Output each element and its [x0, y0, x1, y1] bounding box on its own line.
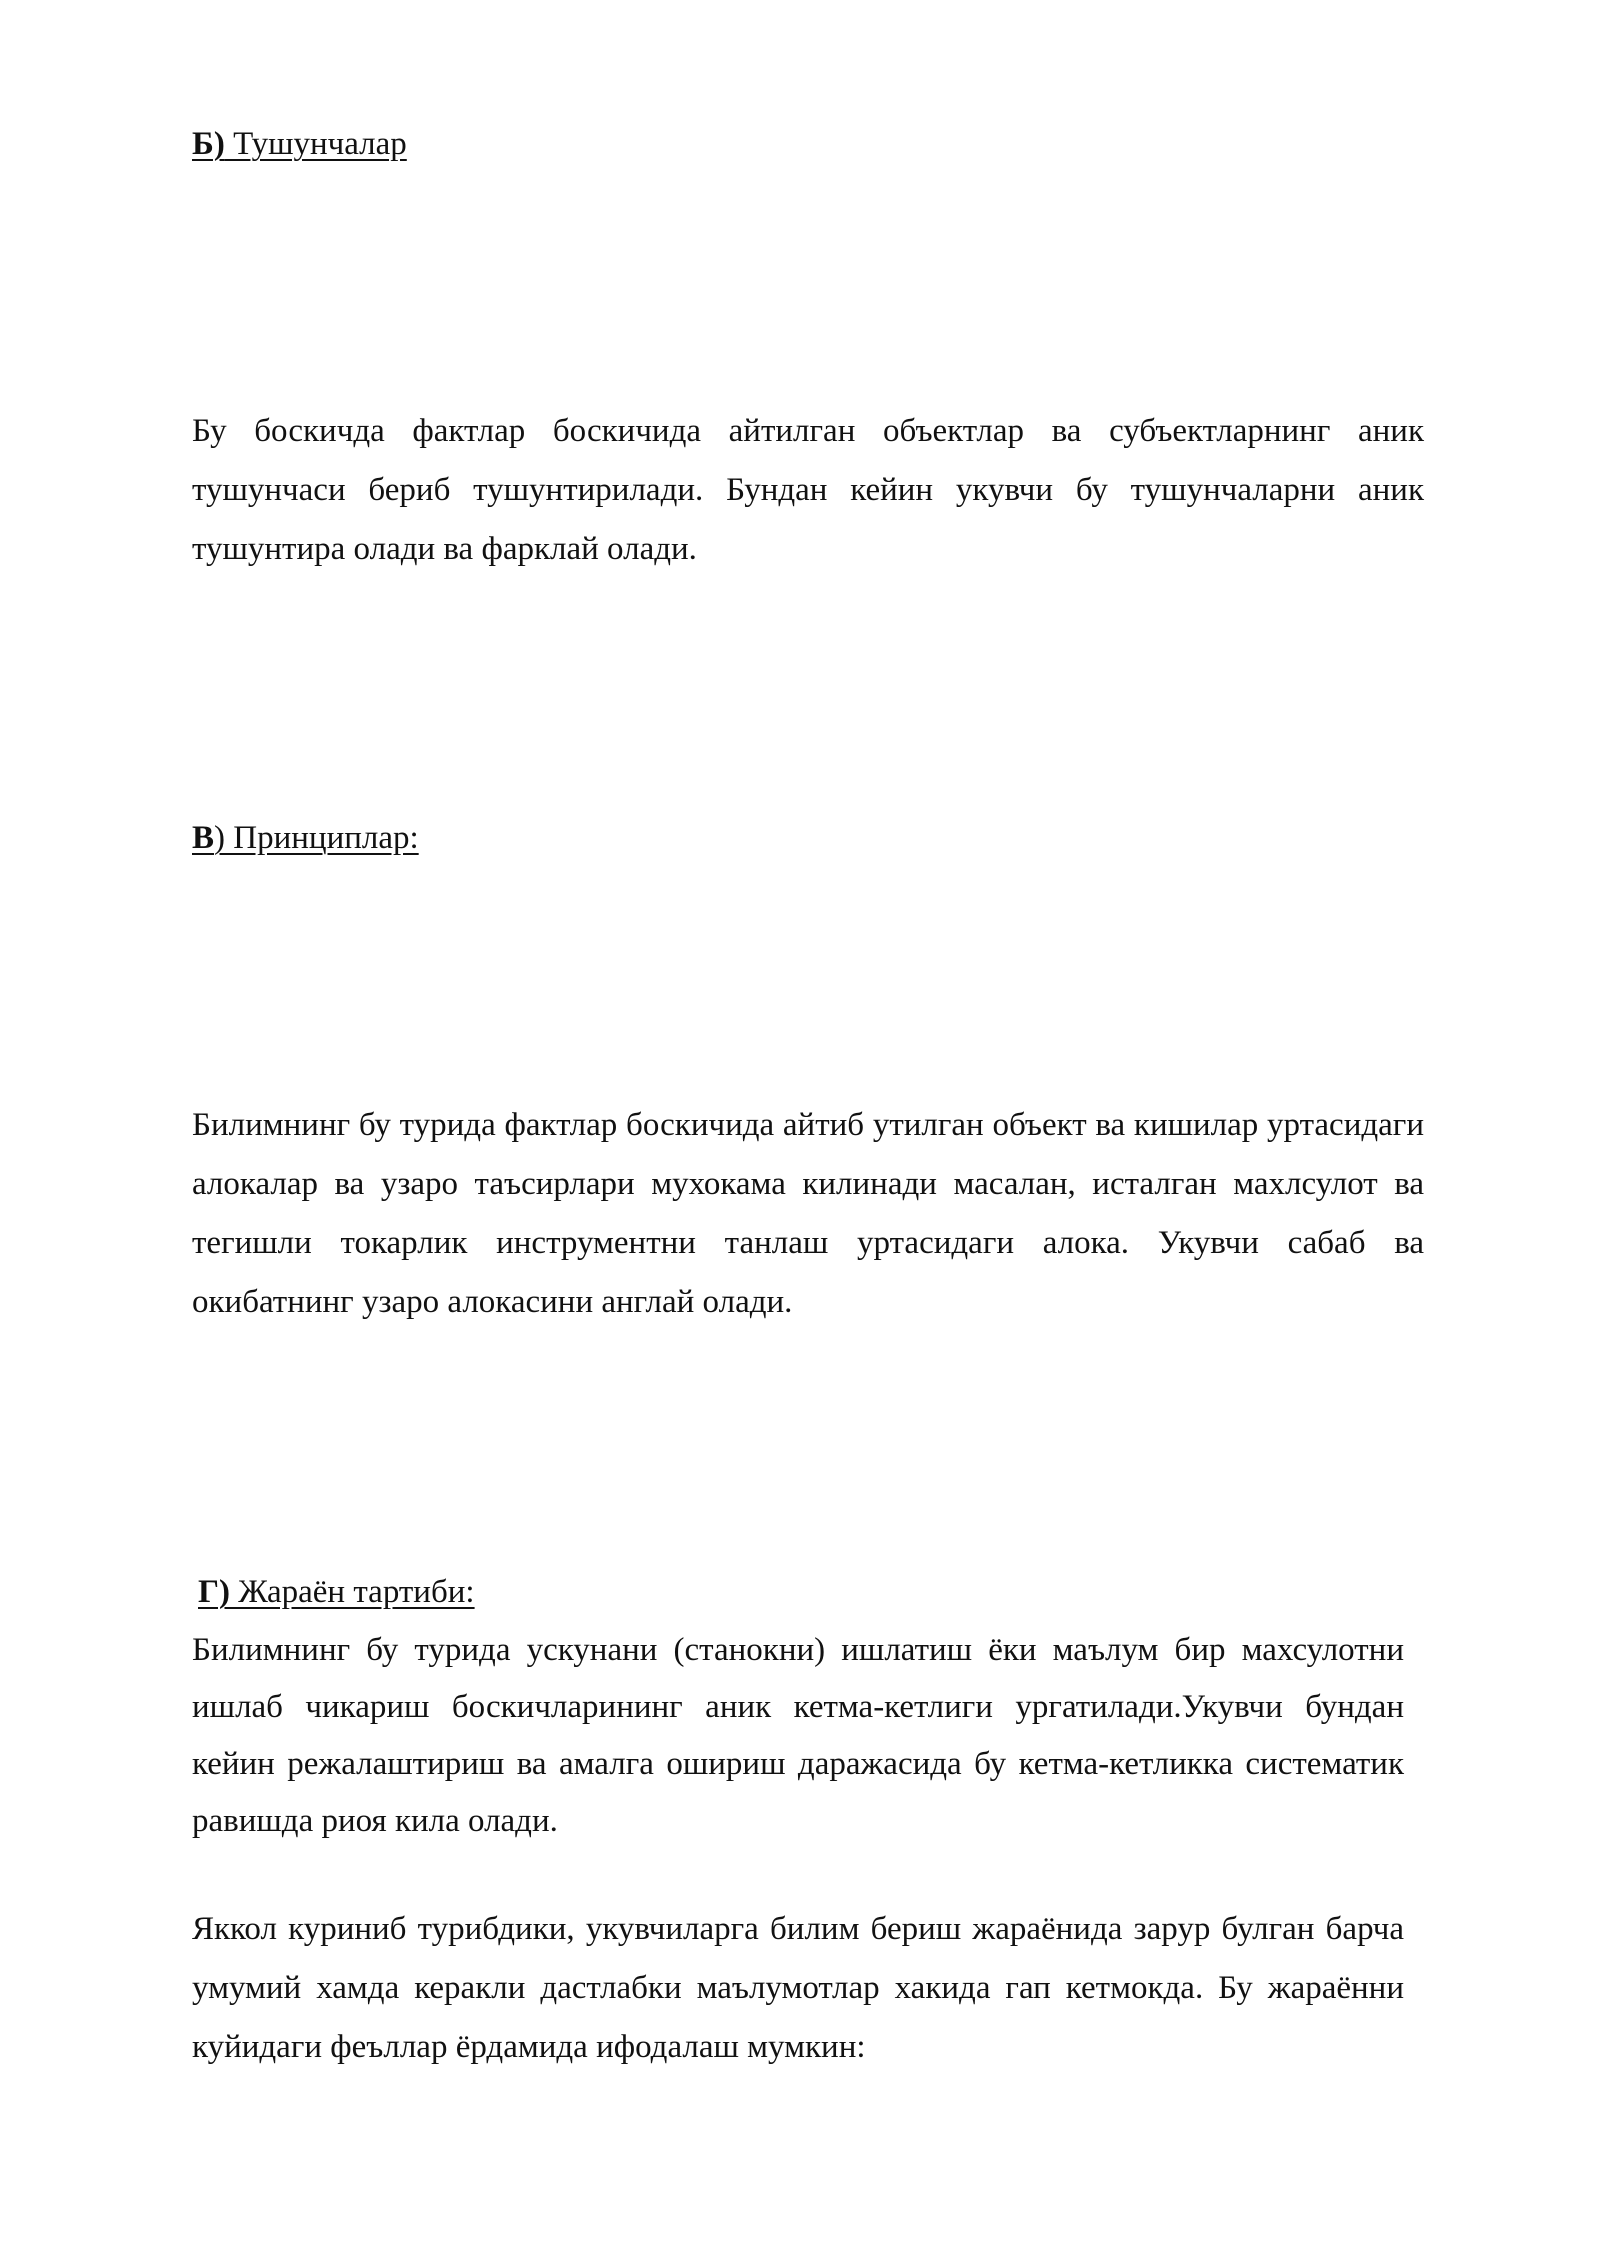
section-v-paragraph: Билимнинг бу турида фактлар боскичида айтиб утилган объект ва кишилар уртасидаги алокалар ва узаро таъсирлари мухокама килинади масалан, исталган махлсулот ва тегишли токарлик инструментни танлаш уртасидаги алока. Укувчи сабаб ва окибатнинг узаро алокасини англай олади.	[192, 1107, 1424, 1320]
conclusion-body	[192, 1900, 1404, 2077]
section-b-letter: Б)	[192, 126, 225, 162]
conclusion-paragraph: Яккол куриниб турибдики, укувчиларга билим бериш жараёнида зарур булган барча умумий хамда керакли дастлабки маълумотлар хакида гап кетмокда. Бу жараённи куйидаги феъллар ёрдамида ифодалаш мумкин:	[192, 1911, 1404, 2065]
section-b-heading	[192, 124, 407, 164]
section-b-body	[192, 402, 1424, 579]
section-g-body	[192, 1622, 1404, 1850]
section-g-letter: Г)	[198, 1574, 230, 1610]
section-b-title: Тушунчалар	[224, 126, 407, 162]
section-v-heading	[192, 818, 419, 858]
section-v-title: ) Принциплар:	[214, 820, 419, 856]
section-g-paragraph: Билимнинг бу турида ускунани (станокни) ишлатиш ёки маълум бир махсулотни ишлаб чикариш боскичларининг аник кетма-кетлиги ургатилади.Укувчи бундан кейин режалаштириш ва амалга ошириш даражасида бу кетма-кетликка систематик равишда риоя кила олади.	[192, 1632, 1404, 1839]
section-g-title: Жараён тартиби:	[230, 1574, 475, 1610]
section-v-letter: В	[192, 820, 215, 856]
section-v-body	[192, 1096, 1424, 1332]
section-g-heading	[198, 1572, 475, 1612]
section-b-paragraph: Бу боскичда фактлар боскичида айтилган объектлар ва субъектларнинг аник тушунчаси бериб тушунтирилади. Бундан кейин укувчи бу тушунчаларни аник тушунтира олади ва фарклай олади.	[192, 413, 1424, 567]
